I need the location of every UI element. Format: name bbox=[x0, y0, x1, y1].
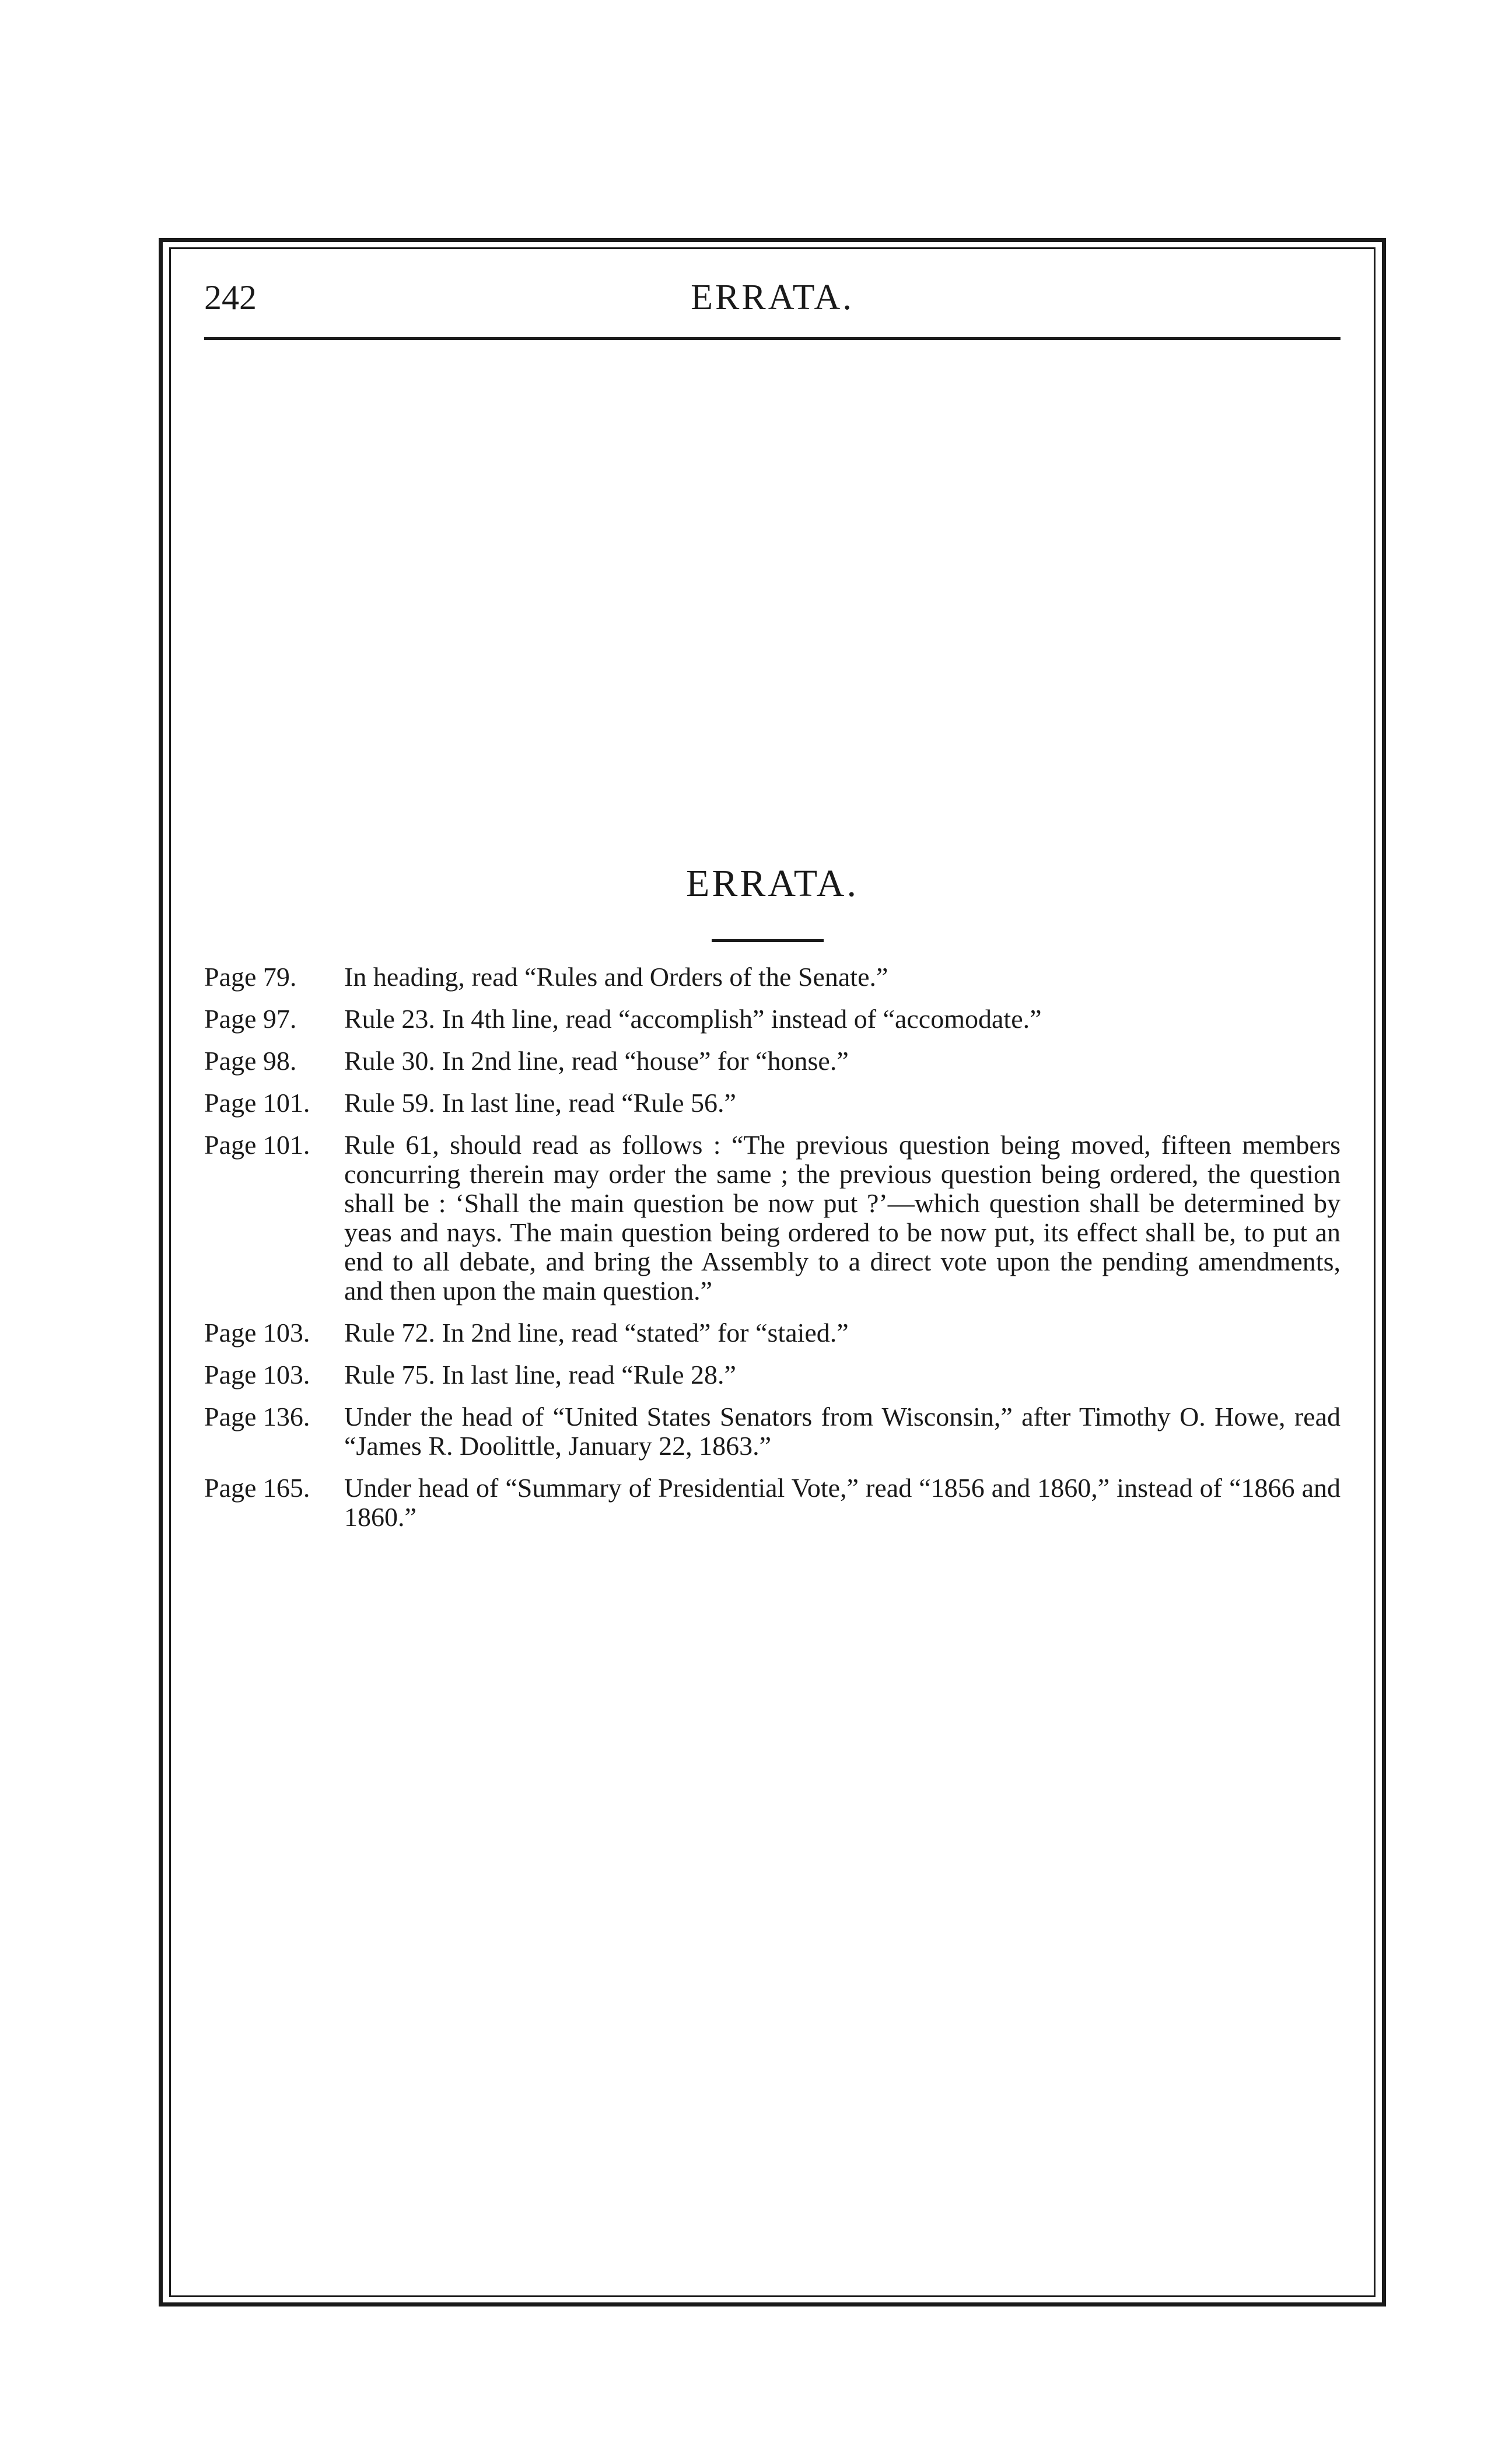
errata-correction: Rule 75. In last line, read “Rule 28.” bbox=[344, 1360, 736, 1390]
errata-page-ref: Page 103. bbox=[204, 1360, 310, 1390]
errata-correction: Rule 72. In 2nd line, read “stated” for “staied.” bbox=[344, 1318, 849, 1348]
errata-page-ref: Page 101. bbox=[204, 1130, 310, 1160]
running-title: ERRATA. bbox=[691, 278, 854, 317]
page-number: 242 bbox=[204, 278, 257, 317]
errata-page-ref: Page 136. bbox=[204, 1402, 310, 1432]
section-title: ERRATA. bbox=[686, 862, 859, 905]
errata-entry bbox=[204, 1474, 1340, 1532]
errata-entry bbox=[204, 1046, 1340, 1076]
errata-entry bbox=[204, 1360, 1340, 1390]
errata-entry bbox=[204, 963, 1340, 992]
errata-entry bbox=[204, 1130, 1340, 1306]
header-rule bbox=[204, 337, 1340, 340]
title-rule bbox=[712, 939, 824, 942]
errata-correction: Under the head of “United States Senators from Wisconsin,” after Timothy O. Howe, read “James R. Doolittle, January 22, 1863.” bbox=[344, 1402, 1340, 1461]
errata-correction: In heading, read “Rules and Orders of the Senate.” bbox=[344, 962, 888, 992]
errata-page-ref: Page 103. bbox=[204, 1318, 310, 1348]
errata-correction: Rule 23. In 4th line, read “accomplish” instead of “accomodate.” bbox=[344, 1004, 1042, 1034]
errata-page-ref: Page 165. bbox=[204, 1473, 310, 1503]
errata-correction: Rule 61, should read as follows : “The previous question being moved, fifteen members concurring therein may order the same ; the previous question being ordered, the question shall be : ‘Shall the main question be now put ?’—which question shall be determined by yeas and nays. The main question being ordered to be now put, its effect shall be, to put an end to all debate, and bring the Assembly to a direct vote upon the pending amendments, and then upon the main question.” bbox=[344, 1130, 1340, 1306]
running-head bbox=[204, 268, 1340, 332]
errata-entry bbox=[204, 1402, 1340, 1461]
errata-entry bbox=[204, 1005, 1340, 1034]
errata-entry bbox=[204, 1088, 1340, 1118]
errata-entry bbox=[204, 1318, 1340, 1348]
errata-correction: Rule 30. In 2nd line, read “house” for “honse.” bbox=[344, 1046, 849, 1076]
errata-page-ref: Page 98. bbox=[204, 1046, 297, 1076]
errata-page-ref: Page 101. bbox=[204, 1088, 310, 1118]
errata-correction: Rule 59. In last line, read “Rule 56.” bbox=[344, 1088, 736, 1118]
errata-list bbox=[204, 963, 1340, 1545]
errata-page-ref: Page 97. bbox=[204, 1004, 297, 1034]
errata-correction: Under head of “Summary of Presidential Vote,” read “1856 and 1860,” instead of “1866 and 1860.” bbox=[344, 1473, 1340, 1532]
errata-page-ref: Page 79. bbox=[204, 962, 297, 992]
